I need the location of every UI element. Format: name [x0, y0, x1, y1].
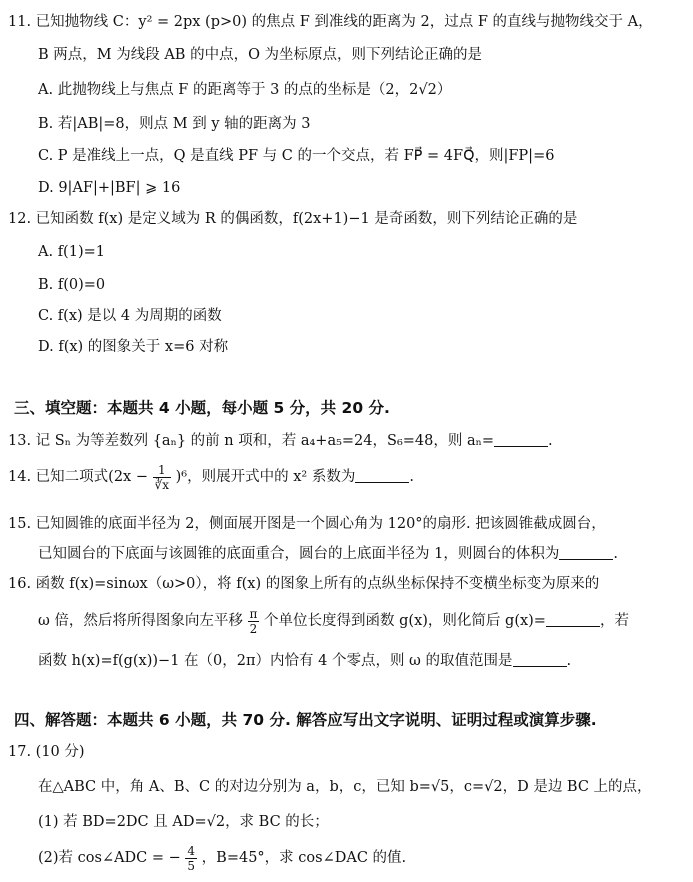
q11-option-a: A. 此抛物线上与焦点 F 的距离等于 3 的点的坐标是（2，2√2）	[38, 82, 452, 98]
q12-option-b: B. f(0)=0	[38, 277, 106, 293]
q11-stem-part1: 已知抛物线 C：y² = 2px (p>0) 的焦点 F 到准线的距离为 2，过点 F 的直线与抛物线交于 A，	[35, 14, 653, 30]
q17-part2-pre: (2)若 cos∠ADC = −	[38, 850, 181, 866]
q16-frac-num: π	[249, 606, 258, 621]
q11-number: 11.	[8, 14, 32, 30]
q16-line1: 函数 f(x)=sinωx（ω>0），将 f(x) 的图象上所有的点纵坐标保持不变横坐标变为原来的	[35, 576, 600, 592]
q17-part2-post: ，B=45°，求 cos∠DAC 的值.	[201, 850, 407, 866]
q13-number: 13.	[8, 433, 32, 449]
q17-score: (10 分)	[35, 744, 85, 760]
q15-number: 15.	[8, 516, 32, 532]
q11-stem-part2: B 两点，M 为线段 AB 的中点，O 为坐标原点，则下列结论正确的是	[38, 47, 483, 63]
q17-stem: 在△ABC 中，角 A、B、C 的对边分别为 a，b，c，已知 b=√5，c=√2，D 是边 BC 上的点，	[38, 779, 652, 795]
q14-post: )⁶，则展开式中的 x² 系数为	[175, 469, 356, 485]
q15-line2: 已知圆台的下底面与该圆锥的底面重合，圆台的上底面半径为 1，则圆台的体积为	[38, 546, 560, 562]
q15-line-1	[8, 514, 606, 534]
q14-number: 14.	[8, 469, 32, 485]
q16-answer-blank-2	[513, 652, 567, 667]
q13-end: .	[548, 433, 553, 449]
q13-line	[8, 431, 553, 451]
q11-option-c: C. P 是准线上一点，Q 是直线 PF 与 C 的一个交点，若 FP⃗ = 4FQ⃗，则|FP|=6	[38, 148, 555, 164]
q11-option-d: D. 9|AF|+|BF| ⩾ 16	[38, 180, 181, 196]
q16-line-2	[38, 606, 629, 636]
q14-frac-num: 1	[153, 463, 171, 478]
q12-number: 12.	[8, 211, 32, 227]
q16-answer-blank-1	[546, 612, 600, 627]
q12-option-a: A. f(1)=1	[38, 244, 105, 260]
q12-option-d: D. f(x) 的图象关于 x=6 对称	[38, 339, 229, 355]
q16-line-1	[8, 574, 599, 594]
q17-frac-num: 4	[187, 843, 196, 858]
q11-line-1	[8, 12, 653, 32]
q16-line2-end: ，若	[599, 613, 629, 629]
q15-end: .	[613, 546, 618, 562]
q16-end: .	[566, 653, 572, 669]
q12-line	[8, 209, 577, 229]
q14-line	[8, 462, 414, 492]
q17-part-2	[38, 843, 406, 873]
q16-line-3	[38, 651, 571, 671]
q14-pre: 已知二项式(2x −	[35, 469, 148, 485]
section-4-heading: 四、解答题：本题共 6 小题，共 70 分. 解答应写出文字说明、证明过程或演算步骤.	[14, 711, 597, 729]
q17-part-1: (1) 若 BD=2DC 且 AD=√2，求 BC 的长；	[38, 814, 329, 830]
q17-fraction	[185, 844, 197, 873]
q14-end: .	[409, 469, 414, 485]
q15-answer-blank	[559, 545, 613, 560]
q14-answer-blank	[355, 468, 409, 483]
q12-stem: 已知函数 f(x) 是定义域为 R 的偶函数，f(2x+1)−1 是奇函数，则下列结论正确的是	[35, 211, 578, 227]
q16-line2-mid: 个单位长度得到函数 g(x)，则化简后 g(x)=	[264, 613, 546, 629]
q16-frac-den: 2	[249, 621, 258, 636]
q13-answer-blank	[494, 432, 548, 447]
q13-stem: 记 Sₙ 为等差数列 {aₙ} 的前 n 项和，若 a₄+a₅=24，S₆=48，则 aₙ=	[35, 433, 495, 449]
q15-line1: 已知圆锥的底面半径为 2，侧面展开图是一个圆心角为 120°的扇形. 把该圆锥截成圆台，	[35, 516, 606, 532]
q15-line-2	[38, 544, 618, 564]
q17-frac-den: 5	[187, 858, 196, 873]
q17-header	[8, 742, 85, 762]
q16-line3: 函数 h(x)=f(g(x))−1 在（0，2π）内恰有 4 个零点，则 ω 的取值范围是	[38, 653, 513, 669]
q16-line2-pre: ω 倍，然后将所得图象向左平移	[38, 613, 243, 629]
q17-number: 17.	[8, 744, 32, 760]
q14-frac-den: ∛x	[154, 477, 170, 492]
q11-option-b: B. 若|AB|=8，则点 M 到 y 轴的距离为 3	[38, 116, 311, 132]
q14-fraction	[153, 463, 171, 492]
q16-fraction	[248, 607, 260, 636]
q12-option-c: C. f(x) 是以 4 为周期的函数	[38, 308, 222, 324]
section-3-heading: 三、填空题：本题共 4 小题，每小题 5 分，共 20 分.	[14, 399, 390, 417]
q16-number: 16.	[8, 576, 32, 592]
